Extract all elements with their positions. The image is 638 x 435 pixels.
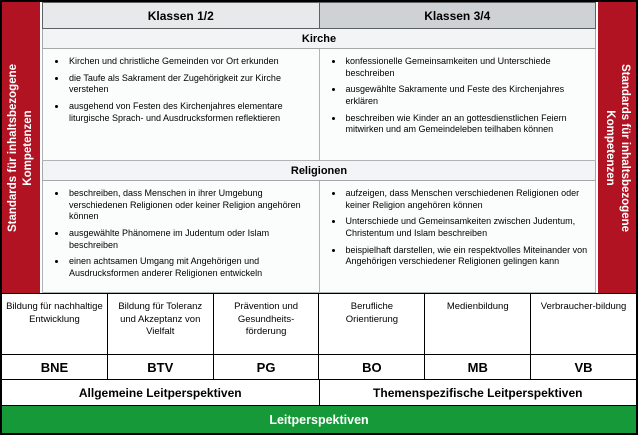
abbr-bo: BO — [319, 355, 425, 379]
list-item: • aufzeigen, dass Menschen verschiedenen Religionen oder keiner Religion angehören können — [344, 188, 590, 211]
header-klassen-1-2: Klassen 1/2 — [42, 2, 320, 29]
perspective-bo: Berufliche Orientierung — [319, 294, 425, 354]
perspective-names-row — [2, 294, 636, 355]
banner-line-1: Standards für inhaltsbezogene — [7, 63, 20, 232]
perspective-vb: Verbraucher-bildung — [540, 301, 627, 312]
kirche-list-klassen-3-4 — [320, 49, 597, 161]
list-item: • konfessionelle Gemeinsamkeiten und Unterschiede beschreiben — [344, 56, 590, 79]
abbr-vb: VB — [574, 359, 593, 375]
perspective-pg: Prävention und Gesundheits-förderung — [214, 294, 320, 354]
religionen-list-klassen-3-4 — [320, 181, 597, 293]
abbr-mb: MB — [425, 355, 531, 379]
standards-section — [2, 2, 636, 293]
standards-grid — [40, 2, 598, 293]
list-item: • einen achtsamen Umgang mit Angehörigen und Ausdrucksformen anderer Religionen entwickeln — [67, 256, 313, 279]
abbr-btv: BTV — [108, 355, 214, 379]
group-allgemeine: Allgemeine Leitperspektiven — [2, 380, 320, 405]
perspective-groups-row — [2, 380, 636, 406]
religionen-content-row — [42, 181, 596, 293]
leitperspektiven-section — [2, 293, 636, 433]
banner-line-1: Standards für inhaltsbezogene — [618, 63, 631, 232]
list-item: • ausgewählte Sakramente und Feste des Kirchenjahres erklären — [344, 84, 590, 107]
left-banner-label — [6, 13, 36, 283]
list-item: • beschreiben, dass Menschen in ihrer Umgebung verschiedenen Religionen oder keiner Religion angehören können — [67, 188, 313, 223]
kirche-list-klassen-1-2 — [42, 49, 320, 161]
section-title-kirche: Kirche — [42, 29, 596, 49]
list-item: • beispielhaft darstellen, wie ein respektvolles Miteinander von Angehörigen verschiedener Religionen gelingen kann — [344, 245, 590, 268]
banner-line-2: Kompetenzen — [604, 109, 616, 186]
list-item: • ausgewählte Phänomene im Judentum oder Islam beschreiben — [67, 228, 313, 251]
list-item: • ausgehend von Festen des Kirchenjahres elementare liturgische Sprach- und Ausdrucksformen reflektieren — [67, 101, 313, 124]
perspective-bne: Bildung für nachhaltige Entwicklung — [2, 294, 108, 354]
perspective-mb: Medienbildung — [425, 294, 531, 354]
section-title-religionen: Religionen — [42, 161, 596, 181]
grade-header-row — [42, 2, 596, 29]
left-standards-banner — [2, 2, 40, 293]
list-item: • Unterschiede und Gemeinsamkeiten zwischen Judentum, Christentum und Islam beschreiben — [344, 216, 590, 239]
header-klassen-3-4: Klassen 3/4 — [320, 2, 597, 29]
list-item: • beschreiben wie Kinder an an gottesdienstlichen Feiern mitwirken und am Gemeindeleben teilhaben können — [344, 113, 590, 136]
perspective-btv: Bildung für Toleranz und Akzeptanz von Vielfalt — [108, 294, 214, 354]
group-themenspezifische: Themenspezifische Leitperspektiven — [373, 385, 583, 400]
religionen-list-klassen-1-2 — [42, 181, 320, 293]
list-item: • Kirchen und christliche Gemeinden vor Ort erkunden — [67, 56, 313, 68]
list-item: • die Taufe als Sakrament der Zugehörigkeit zur Kirche verstehen — [67, 73, 313, 96]
perspective-abbr-row — [2, 355, 636, 380]
abbr-pg: PG — [214, 355, 320, 379]
banner-line-2: Kompetenzen — [22, 109, 34, 186]
leitperspektiven-footer: Leitperspektiven — [2, 406, 636, 433]
abbr-bne: BNE — [2, 355, 108, 379]
right-standards-banner — [598, 2, 636, 293]
kirche-content-row — [42, 49, 596, 161]
right-banner-label — [602, 13, 632, 283]
